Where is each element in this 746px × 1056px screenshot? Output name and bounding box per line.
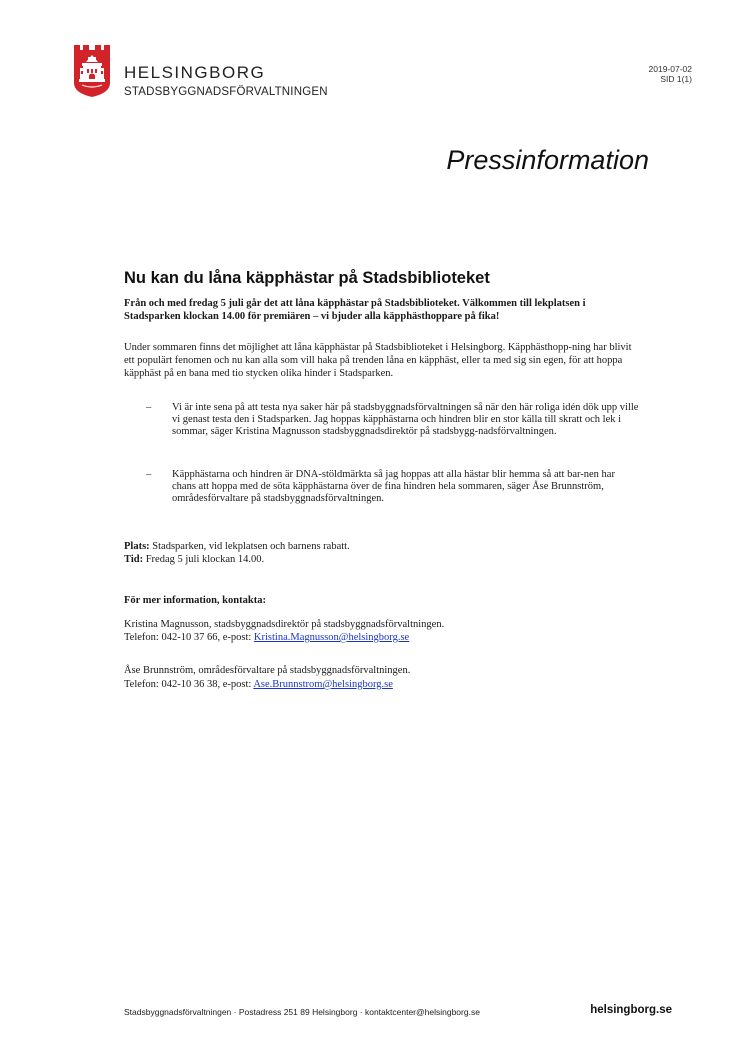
time-value: Fredag 5 juli klockan 14.00. [143, 554, 265, 565]
event-place [124, 540, 640, 553]
contact-heading: För mer information, kontakta: [124, 595, 266, 606]
contact-email-link[interactable]: Kristina.Magnusson@helsingborg.se [253, 632, 410, 643]
contact-email-link[interactable]: Ase.Brunnstrom@helsingborg.se [253, 679, 393, 690]
time-label: Tid: [124, 554, 144, 565]
footer-address: Stadsbyggnadsförvaltningen · Postadress 251 89 Helsingborg · kontaktcenter@helsingborg.se [124, 1007, 480, 1017]
org-name: HELSINGBORG [124, 63, 266, 82]
intro-paragraph: Under sommaren finns det möjlighet att låna käpphästar på Stadsbiblioteket i Helsingborg. Käpphästhopp-ning har blivit ett populärt fenomen och nu kan alla som vill haka på trenden låna en käpphäst, eller ta med sig sin egen, för att hoppa käpphäst på en bana med tio stycken olika hinder i Stadsparken. [124, 342, 632, 379]
department-name: STADSBYGGNADSFÖRVALTNINGEN [124, 86, 328, 98]
document-date: 2019-07-02 [648, 64, 692, 74]
document-type-title: Pressinformation [446, 145, 649, 175]
quote-text: Vi är inte sena på att testa nya saker här på stadsbyggnadsförvaltningen så när den här roliga idén dök upp ville vi genast testa den i Stadsparken. Jag hoppas käpphästarna och hindren blir en stor källa till skratt och lek i sommar, säger Kristina Magnusson stadsbyggnadsdirektör på stadsbygg-nadsförvaltningen. [172, 402, 639, 437]
quote-dash: – [146, 402, 152, 413]
page-number: SID 1(1) [660, 74, 692, 84]
place-value: Stadsparken, vid lekplatsen och barnens rabatt. [149, 541, 350, 552]
quote-item [124, 402, 640, 438]
lead-paragraph: Från och med fredag 5 juli går det att låna käpphästar på Stadsbiblioteket. Välkommen till lekplatsen i Stadsparken klockan 14.00 för premiären – vi bjuder alla käpphästhoppare på fika! [124, 298, 586, 322]
headline: Nu kan du låna käpphästar på Stadsbiblioteket [124, 269, 490, 287]
contact-name: Kristina Magnusson, stadsbyggnadsdirektör på stadsbyggnadsförvaltningen. [124, 619, 445, 630]
helsingborg-crest-logo [74, 45, 110, 97]
contact-phone: Telefon: 042-10 36 38, e-post: [124, 679, 254, 690]
contact-name: Åse Brunnström, områdesförvaltare på stadsbyggnadsförvaltningen. [124, 665, 411, 676]
place-label: Plats: [124, 541, 150, 552]
contact-details [124, 631, 640, 644]
footer-website[interactable]: helsingborg.se [590, 1004, 672, 1016]
event-time [124, 553, 640, 566]
contact-phone: Telefon: 042-10 37 66, e-post: [124, 632, 254, 643]
quote-dash: – [146, 469, 152, 480]
quote-text: Käpphästarna och hindren är DNA-stöldmärkta så jag hoppas att alla hästar blir hemma så att bar-nen har chans att hoppa med de söta käpphästarna över de fina hindren hela sommaren, säger Åse Brunnström, områdesförvaltare på stadsbyggnadsförvaltningen. [172, 469, 615, 504]
contact-details [124, 678, 640, 691]
document-meta [649, 64, 692, 84]
quote-item [124, 469, 640, 505]
